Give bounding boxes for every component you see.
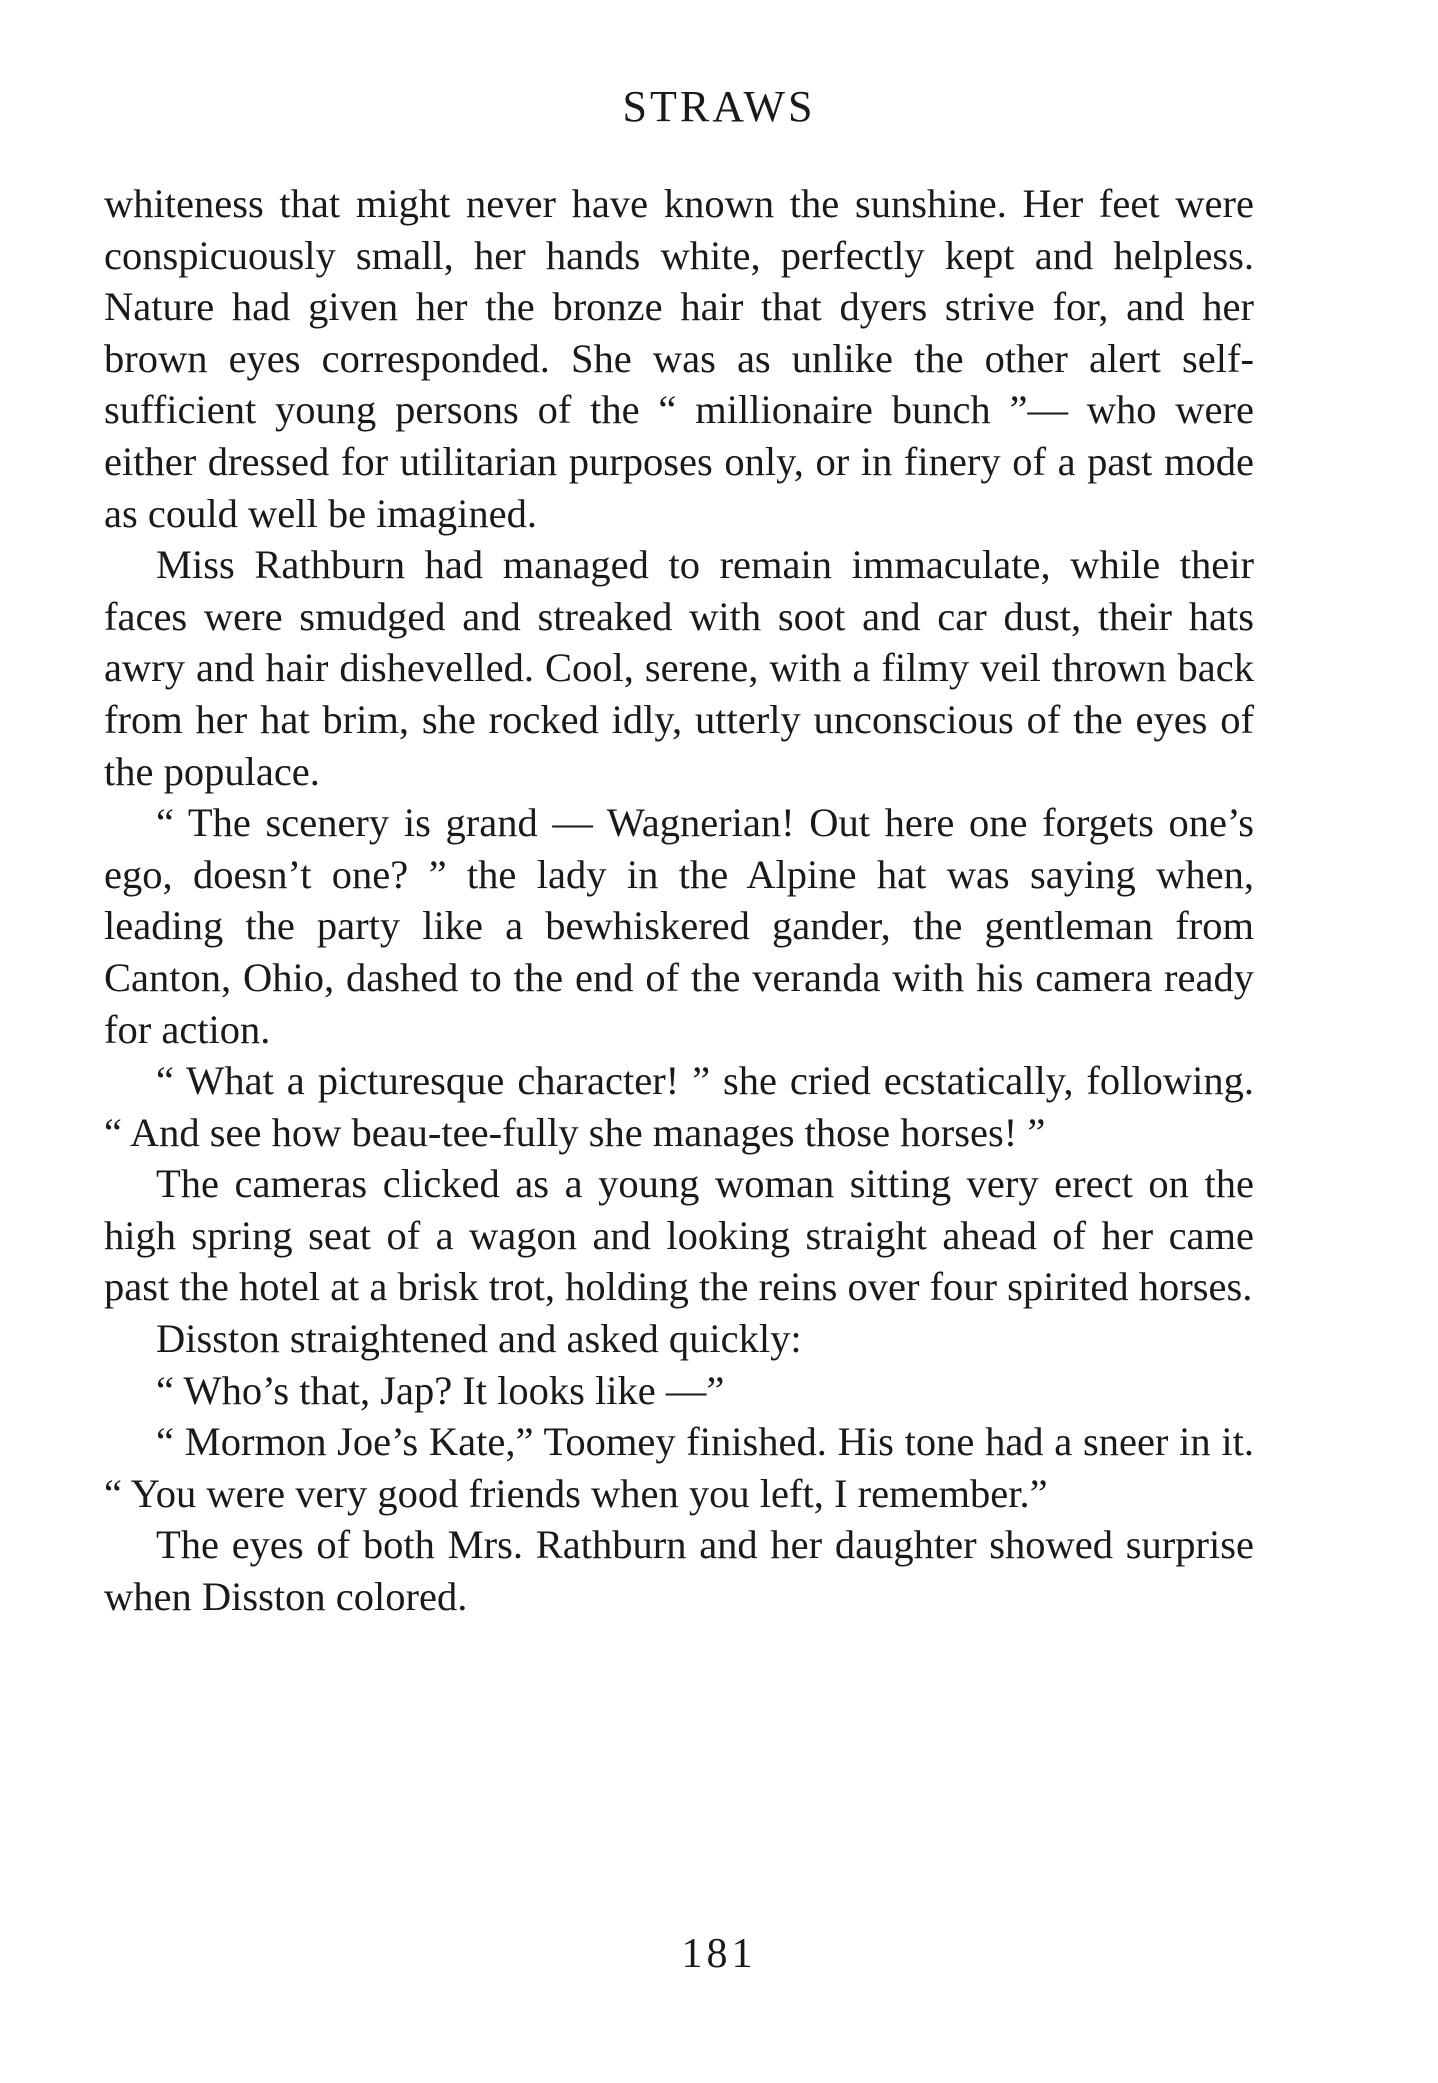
paragraph: Miss Rathburn had managed to remain immaculate, while their faces were smudged and streaked with soot and car dust, their hats awry and hair dishevelled. Cool, serene, with a filmy veil thrown back from her hat brim, she rocked idly, utterly unconscious of the eyes of the populace. xyxy=(104,542,1254,794)
paragraph: “ What a picturesque character! ” she cried ecstatically, following. “ And see how beau-tee-fully she manages those horses! ” xyxy=(104,1058,1254,1155)
paragraph: Disston straightened and asked quickly: xyxy=(156,1316,802,1362)
paragraph: The eyes of both Mrs. Rathburn and her daughter showed surprise when Disston colored. xyxy=(104,1522,1254,1620)
running-head: STRAWS xyxy=(622,82,816,131)
paragraph: “ The scenery is grand — Wagnerian! Out here one forgets one’s ego, doesn’t one? ” the lady in the Alpine hat was saying when, leading the party like a bewhiskered gander, the gentleman from Canton, Ohio, dashed to the end of the veranda with his camera ready for action. xyxy=(104,800,1254,1052)
paragraph-continued: whiteness that might never have known the sunshine. Her feet were conspicuously small, her hands white, perfectly kept and helpless. Nature had given her the bronze hair that dyers strive for, and her brown eyes corresponded. She was as unlike the other alert self-sufficient young persons of the “ millionaire bunch ”— who were either dressed for utilitarian purposes only, or in finery of a past mode as could well be imagined. xyxy=(104,181,1254,536)
paragraph: “ Who’s that, Jap? It looks like —” xyxy=(156,1367,725,1413)
paragraph: “ Mormon Joe’s Kate,” Toomey finished. His tone had a sneer in it. “ You were very good friends when you left, I remember.” xyxy=(104,1419,1254,1516)
paragraph: The cameras clicked as a young woman sitting very erect on the high spring seat of a wagon and looking straight ahead of her came past the hotel at a brisk trot, holding the reins over four spirited horses. xyxy=(104,1161,1254,1310)
page-number: 181 xyxy=(681,1931,757,1977)
body-text xyxy=(104,178,1254,1623)
